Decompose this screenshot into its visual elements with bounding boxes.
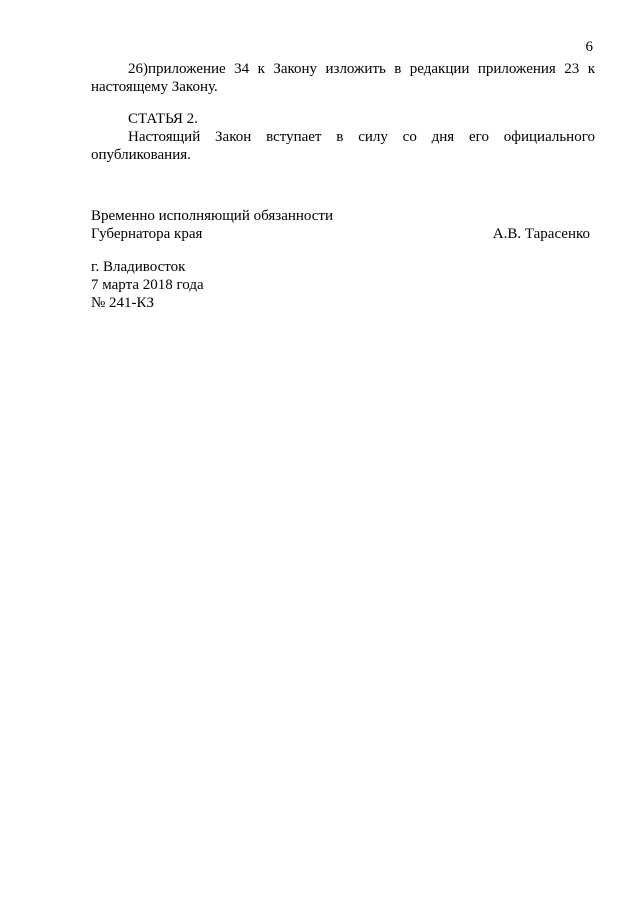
date: 7 марта 2018 года [91,277,204,293]
law-number: № 241-КЗ [91,295,155,311]
city: г. Владивосток [91,259,186,275]
article-body: Настоящий Закон вступает в силу со дня его официального опубликования. [91,129,595,163]
signature-row [91,225,590,243]
place-date-block [91,258,595,312]
article-2-section [91,110,595,164]
article-title: СТАТЬЯ 2. [128,111,198,127]
amendment-item-26: 26)приложение 34 к Закону изложить в редакции приложения 23 к настоящему Закону. [91,61,595,95]
signatory-position-line2: Губернатора края [91,226,203,242]
signature-block [91,207,595,243]
signatory-position-line1: Временно исполняющий обязанности [91,208,334,224]
page-number: 6 [585,39,593,55]
signatory-name: А.В. Тарасенко [492,226,590,242]
